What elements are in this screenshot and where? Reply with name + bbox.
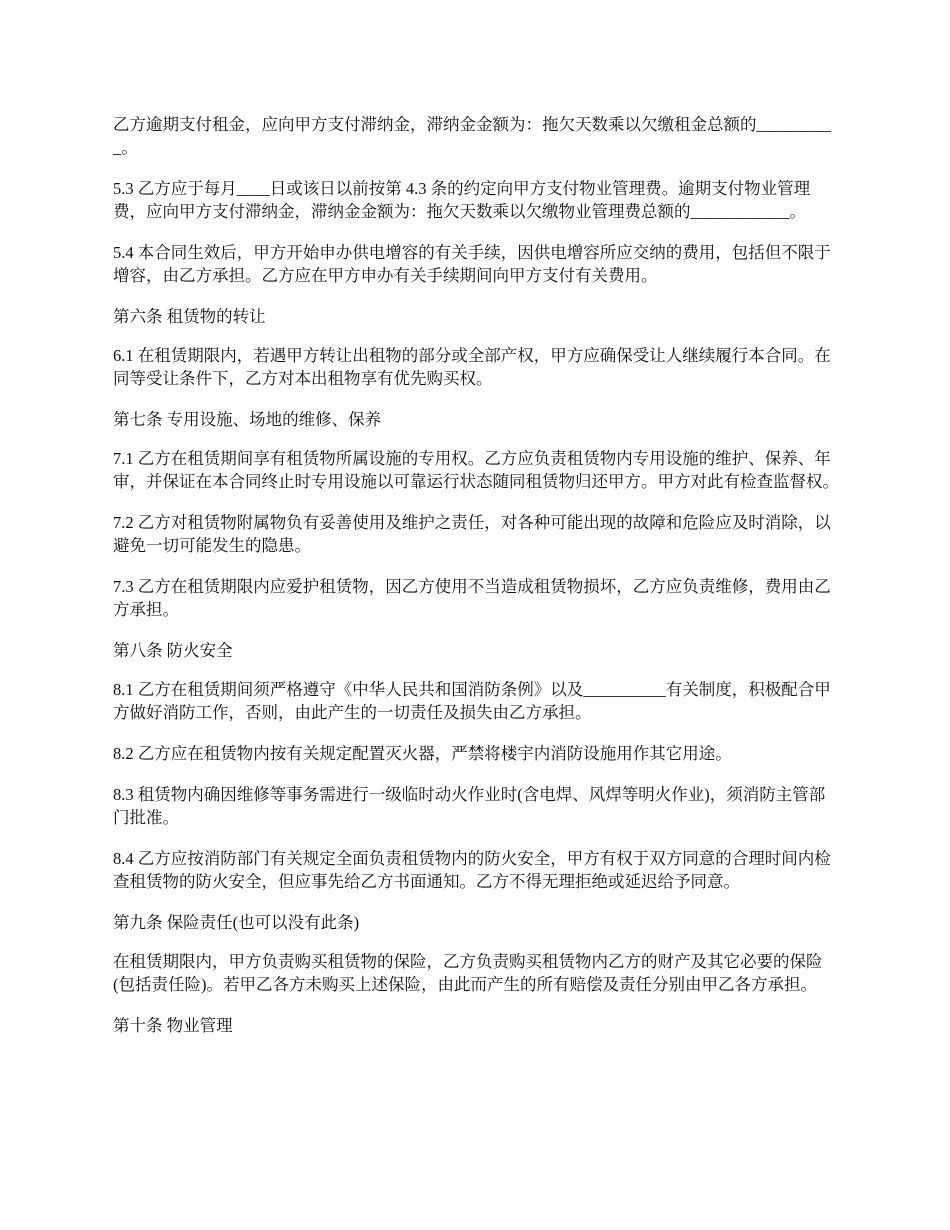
heading-article-10: 第十条 物业管理	[113, 1016, 233, 1035]
heading-article-9: 第九条 保险责任(也可以没有此条)	[113, 913, 360, 932]
paragraph-5-4: 5.4 本合同生效后，甲方开始申办供电增容的有关手续，因供电增容所应交纳的费用，包括但不限于增容，由乙方承担。乙方应在甲方申办有关手续期间向甲方支付有关费用。	[113, 243, 831, 285]
paragraph-8-2: 8.2 乙方应在租赁物内按有关规定配置灭火器，严禁将楼宇内消防设施用作其它用途。	[113, 744, 732, 763]
paragraph-7-2: 7.2 乙方对租赁物附属物负有妥善使用及维护之责任，对各种可能出现的故障和危险应及时消除，以避免一切可能发生的隐患。	[113, 513, 831, 555]
paragraph-8-3: 8.3 租赁物内确因维修等事务需进行一级临时动火作业时(含电焊、风焊等明火作业)，须消防主管部门批准。	[113, 785, 826, 827]
paragraph-late-rent-penalty: 乙方逾期支付租金，应向甲方支付滞纳金，滞纳金金额为：拖欠天数乘以欠缴租金总额的__________。	[113, 115, 831, 157]
heading-article-8: 第八条 防火安全	[113, 641, 233, 660]
paragraph-7-3: 7.3 乙方在租赁期限内应爱护租赁物，因乙方使用不当造成租赁物损坏，乙方应负责维修，费用由乙方承担。	[113, 577, 831, 619]
paragraph-8-4: 8.4 乙方应按消防部门有关规定全面负责租赁物内的防火安全，甲方有权于双方同意的合理时间内检查租赁物的防火安全，但应事先给乙方书面通知。乙方不得无理拒绝或延迟给予同意。	[113, 849, 831, 891]
paragraph-6-1: 6.1 在租赁期限内，若遇甲方转让出租物的部分或全部产权，甲方应确保受让人继续履行本合同。在同等受让条件下，乙方对本出租物享有优先购买权。	[113, 346, 831, 388]
document-body	[113, 113, 840, 1037]
paragraph-8-1: 8.1 乙方在租赁期间须严格遵守《中华人民共和国消防条例》以及__________有关制度，积极配合甲方做好消防工作，否则，由此产生的一切责任及损失由乙方承担。	[113, 680, 831, 722]
heading-article-6: 第六条 租赁物的转让	[113, 307, 266, 326]
paragraph-9-insurance: 在租赁期限内，甲方负责购买租赁物的保险，乙方负责购买租赁物内乙方的财产及其它必要的保险(包括责任险)。若甲乙各方未购买上述保险，由此而产生的所有赔偿及责任分别由甲乙各方承担。	[113, 952, 823, 994]
paragraph-5-3: 5.3 乙方应于每月____日或该日以前按第 4.3 条的约定向甲方支付物业管理费。逾期支付物业管理费，应向甲方支付滞纳金，滞纳金金额为：拖欠天数乘以欠缴物业管理费总额的____________。	[113, 179, 811, 221]
heading-article-7: 第七条 专用设施、场地的维修、保养	[113, 410, 382, 429]
paragraph-7-1: 7.1 乙方在租赁期间享有租赁物所属设施的专用权。乙方应负责租赁物内专用设施的维护、保养、年审，并保证在本合同终止时专用设施以可靠运行状态随同租赁物归还甲方。甲方对此有检查监督权。	[113, 449, 839, 491]
